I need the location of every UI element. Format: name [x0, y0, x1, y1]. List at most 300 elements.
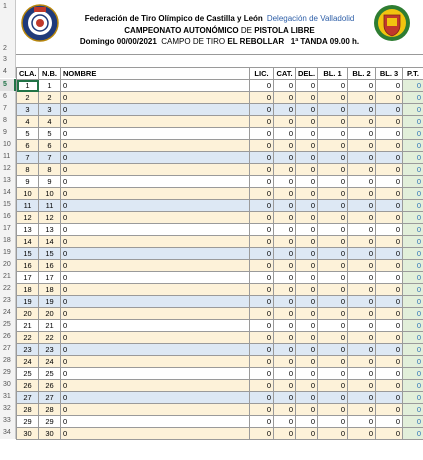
cell-del[interactable]: 0	[296, 224, 318, 236]
cell-lic[interactable]: 0	[250, 356, 274, 368]
cell-cat[interactable]: 0	[274, 260, 296, 272]
cell-cla[interactable]: 9	[17, 176, 39, 188]
cell-bl3[interactable]: 0	[376, 152, 403, 164]
row-number[interactable]: 27	[0, 343, 16, 355]
cell-cat[interactable]: 0	[274, 344, 296, 356]
cell-del[interactable]: 0	[296, 428, 318, 440]
cell-cat[interactable]: 0	[274, 116, 296, 128]
cell-del[interactable]: 0	[296, 296, 318, 308]
cell-bl3[interactable]: 0	[376, 260, 403, 272]
cell-bl3[interactable]: 0	[376, 116, 403, 128]
cell-del[interactable]: 0	[296, 416, 318, 428]
cell-nombre[interactable]: 0	[61, 392, 250, 404]
cell-cat[interactable]: 0	[274, 164, 296, 176]
cell-nombre[interactable]: 0	[61, 416, 250, 428]
col-header-nombre[interactable]: NOMBRE	[61, 68, 250, 80]
cell-bl1[interactable]: 0	[318, 224, 348, 236]
cell-bl1[interactable]: 0	[318, 392, 348, 404]
cell-bl2[interactable]: 0	[348, 344, 376, 356]
cell-lic[interactable]: 0	[250, 260, 274, 272]
cell-nb[interactable]: 9	[39, 176, 61, 188]
cell-cla[interactable]: 2	[17, 92, 39, 104]
cell-pt[interactable]: 0	[403, 272, 423, 284]
cell-del[interactable]: 0	[296, 404, 318, 416]
cell-lic[interactable]: 0	[250, 152, 274, 164]
cell-nb[interactable]: 17	[39, 272, 61, 284]
cell-bl3[interactable]: 0	[376, 332, 403, 344]
cell-nombre[interactable]: 0	[61, 284, 250, 296]
cell-pt[interactable]: 0	[403, 212, 423, 224]
cell-del[interactable]: 0	[296, 212, 318, 224]
cell-nb[interactable]: 8	[39, 164, 61, 176]
cell-nb[interactable]: 26	[39, 380, 61, 392]
cell-cat[interactable]: 0	[274, 368, 296, 380]
cell-cla[interactable]: 29	[17, 416, 39, 428]
col-header-cla[interactable]: CLA.	[17, 68, 39, 80]
cell-pt[interactable]: 0	[403, 284, 423, 296]
cell-nb[interactable]: 7	[39, 152, 61, 164]
cell-del[interactable]: 0	[296, 92, 318, 104]
cell-bl1[interactable]: 0	[318, 368, 348, 380]
cell-bl2[interactable]: 0	[348, 260, 376, 272]
cell-lic[interactable]: 0	[250, 200, 274, 212]
cell-lic[interactable]: 0	[250, 116, 274, 128]
cell-pt[interactable]: 0	[403, 416, 423, 428]
cell-bl3[interactable]: 0	[376, 272, 403, 284]
row-number[interactable]: 13	[0, 175, 16, 187]
cell-bl3[interactable]: 0	[376, 404, 403, 416]
cell-nombre[interactable]: 0	[61, 344, 250, 356]
cell-nb[interactable]: 15	[39, 248, 61, 260]
cell-cat[interactable]: 0	[274, 380, 296, 392]
cell-cat[interactable]: 0	[274, 212, 296, 224]
cell-bl1[interactable]: 0	[318, 104, 348, 116]
cell-pt[interactable]: 0	[403, 236, 423, 248]
cell-del[interactable]: 0	[296, 308, 318, 320]
cell-del[interactable]: 0	[296, 344, 318, 356]
cell-nb[interactable]: 14	[39, 236, 61, 248]
cell-bl1[interactable]: 0	[318, 260, 348, 272]
cell-bl3[interactable]: 0	[376, 368, 403, 380]
cell-cla[interactable]: 3	[17, 104, 39, 116]
cell-del[interactable]: 0	[296, 320, 318, 332]
cell-nombre[interactable]: 0	[61, 176, 250, 188]
cell-bl3[interactable]: 0	[376, 128, 403, 140]
cell-bl2[interactable]: 0	[348, 128, 376, 140]
cell-lic[interactable]: 0	[250, 380, 274, 392]
col-header-del[interactable]: DEL.	[296, 68, 318, 80]
cell-pt[interactable]: 0	[403, 152, 423, 164]
cell-pt[interactable]: 0	[403, 368, 423, 380]
cell-del[interactable]: 0	[296, 116, 318, 128]
row-number[interactable]: 14	[0, 187, 16, 199]
cell-del[interactable]: 0	[296, 272, 318, 284]
cell-nb[interactable]: 21	[39, 320, 61, 332]
cell-bl1[interactable]: 0	[318, 128, 348, 140]
cell-nombre[interactable]: 0	[61, 80, 250, 92]
cell-bl2[interactable]: 0	[348, 368, 376, 380]
cell-bl1[interactable]: 0	[318, 308, 348, 320]
cell-bl3[interactable]: 0	[376, 344, 403, 356]
col-header-nb[interactable]: N.B.	[39, 68, 61, 80]
cell-cla[interactable]: 13	[17, 224, 39, 236]
cell-bl3[interactable]: 0	[376, 392, 403, 404]
cell-bl2[interactable]: 0	[348, 152, 376, 164]
row-number[interactable]: 19	[0, 247, 16, 259]
cell-del[interactable]: 0	[296, 140, 318, 152]
row-number[interactable]: 12	[0, 163, 16, 175]
cell-nombre[interactable]: 0	[61, 368, 250, 380]
cell-pt[interactable]: 0	[403, 320, 423, 332]
cell-del[interactable]: 0	[296, 260, 318, 272]
col-header-bl1[interactable]: BL. 1	[318, 68, 348, 80]
cell-del[interactable]: 0	[296, 152, 318, 164]
cell-nb[interactable]: 3	[39, 104, 61, 116]
cell-del[interactable]: 0	[296, 104, 318, 116]
cell-lic[interactable]: 0	[250, 140, 274, 152]
cell-cla[interactable]: 19	[17, 296, 39, 308]
cell-bl2[interactable]: 0	[348, 380, 376, 392]
cell-lic[interactable]: 0	[250, 128, 274, 140]
cell-nb[interactable]: 5	[39, 128, 61, 140]
cell-cat[interactable]: 0	[274, 272, 296, 284]
row-number[interactable]: 1	[0, 0, 16, 14]
cell-bl2[interactable]: 0	[348, 320, 376, 332]
cell-lic[interactable]: 0	[250, 284, 274, 296]
cell-del[interactable]: 0	[296, 380, 318, 392]
cell-cla[interactable]: 18	[17, 284, 39, 296]
cell-nombre[interactable]: 0	[61, 128, 250, 140]
cell-bl3[interactable]: 0	[376, 104, 403, 116]
cell-cla[interactable]: 4	[17, 116, 39, 128]
cell-lic[interactable]: 0	[250, 212, 274, 224]
cell-nombre[interactable]: 0	[61, 212, 250, 224]
cell-pt[interactable]: 0	[403, 260, 423, 272]
cell-lic[interactable]: 0	[250, 320, 274, 332]
cell-bl2[interactable]: 0	[348, 140, 376, 152]
cell-nb[interactable]: 23	[39, 344, 61, 356]
cell-nombre[interactable]: 0	[61, 248, 250, 260]
cell-nb[interactable]: 12	[39, 212, 61, 224]
cell-bl1[interactable]: 0	[318, 92, 348, 104]
cell-cat[interactable]: 0	[274, 92, 296, 104]
cell-cla[interactable]: 15	[17, 248, 39, 260]
cell-del[interactable]: 0	[296, 284, 318, 296]
cell-nb[interactable]: 13	[39, 224, 61, 236]
cell-bl3[interactable]: 0	[376, 224, 403, 236]
row-number[interactable]: 16	[0, 211, 16, 223]
cell-pt[interactable]: 0	[403, 380, 423, 392]
row-number[interactable]: 31	[0, 391, 16, 403]
cell-bl1[interactable]: 0	[318, 248, 348, 260]
cell-cla[interactable]: 25	[17, 368, 39, 380]
cell-bl3[interactable]: 0	[376, 80, 403, 92]
cell-bl2[interactable]: 0	[348, 80, 376, 92]
cell-bl3[interactable]: 0	[376, 320, 403, 332]
row-number[interactable]: 32	[0, 403, 16, 415]
cell-cat[interactable]: 0	[274, 200, 296, 212]
cell-lic[interactable]: 0	[250, 272, 274, 284]
cell-bl2[interactable]: 0	[348, 248, 376, 260]
cell-nombre[interactable]: 0	[61, 380, 250, 392]
cell-pt[interactable]: 0	[403, 356, 423, 368]
cell-lic[interactable]: 0	[250, 404, 274, 416]
row-number[interactable]: 7	[0, 103, 16, 115]
cell-bl1[interactable]: 0	[318, 320, 348, 332]
cell-pt[interactable]: 0	[403, 224, 423, 236]
col-header-cat[interactable]: CAT.	[274, 68, 296, 80]
row-number[interactable]: 29	[0, 367, 16, 379]
row-number[interactable]: 20	[0, 259, 16, 271]
cell-cat[interactable]: 0	[274, 428, 296, 440]
cell-cat[interactable]: 0	[274, 140, 296, 152]
cell-bl1[interactable]: 0	[318, 428, 348, 440]
cell-bl3[interactable]: 0	[376, 308, 403, 320]
cell-nb[interactable]: 6	[39, 140, 61, 152]
cell-bl1[interactable]: 0	[318, 188, 348, 200]
cell-bl2[interactable]: 0	[348, 416, 376, 428]
cell-nombre[interactable]: 0	[61, 308, 250, 320]
cell-del[interactable]: 0	[296, 80, 318, 92]
cell-nombre[interactable]: 0	[61, 428, 250, 440]
row-number[interactable]: 10	[0, 139, 16, 151]
cell-nombre[interactable]: 0	[61, 224, 250, 236]
cell-bl2[interactable]: 0	[348, 332, 376, 344]
cell-del[interactable]: 0	[296, 368, 318, 380]
cell-nb[interactable]: 28	[39, 404, 61, 416]
cell-pt[interactable]: 0	[403, 176, 423, 188]
cell-nombre[interactable]: 0	[61, 332, 250, 344]
cell-bl1[interactable]: 0	[318, 272, 348, 284]
cell-nombre[interactable]: 0	[61, 200, 250, 212]
cell-lic[interactable]: 0	[250, 428, 274, 440]
cell-nb[interactable]: 11	[39, 200, 61, 212]
cell-cla[interactable]: 6	[17, 140, 39, 152]
cell-nombre[interactable]: 0	[61, 152, 250, 164]
cell-bl1[interactable]: 0	[318, 236, 348, 248]
row-number[interactable]: 25	[0, 319, 16, 331]
cell-bl2[interactable]: 0	[348, 212, 376, 224]
cell-nombre[interactable]: 0	[61, 296, 250, 308]
cell-bl3[interactable]: 0	[376, 416, 403, 428]
row-number[interactable]: 15	[0, 199, 16, 211]
cell-pt[interactable]: 0	[403, 392, 423, 404]
row-number[interactable]: 22	[0, 283, 16, 295]
cell-cat[interactable]: 0	[274, 128, 296, 140]
cell-bl2[interactable]: 0	[348, 404, 376, 416]
cell-pt[interactable]: 0	[403, 104, 423, 116]
cell-del[interactable]: 0	[296, 392, 318, 404]
cell-cat[interactable]: 0	[274, 308, 296, 320]
row-number[interactable]: 26	[0, 331, 16, 343]
row-number[interactable]: 28	[0, 355, 16, 367]
cell-nombre[interactable]: 0	[61, 140, 250, 152]
cell-bl1[interactable]: 0	[318, 80, 348, 92]
cell-nombre[interactable]: 0	[61, 92, 250, 104]
cell-cla[interactable]: 27	[17, 392, 39, 404]
row-number[interactable]: 11	[0, 151, 16, 163]
cell-del[interactable]: 0	[296, 332, 318, 344]
cell-cla[interactable]: 11	[17, 200, 39, 212]
cell-bl1[interactable]: 0	[318, 212, 348, 224]
cell-bl1[interactable]: 0	[318, 164, 348, 176]
cell-del[interactable]: 0	[296, 128, 318, 140]
cell-cat[interactable]: 0	[274, 356, 296, 368]
cell-cat[interactable]: 0	[274, 224, 296, 236]
cell-lic[interactable]: 0	[250, 224, 274, 236]
cell-bl1[interactable]: 0	[318, 416, 348, 428]
cell-bl3[interactable]: 0	[376, 296, 403, 308]
cell-nb[interactable]: 22	[39, 332, 61, 344]
cell-bl2[interactable]: 0	[348, 176, 376, 188]
cell-lic[interactable]: 0	[250, 368, 274, 380]
cell-cla[interactable]: 26	[17, 380, 39, 392]
row-number[interactable]: 4	[0, 66, 16, 78]
cell-cla[interactable]: 22	[17, 332, 39, 344]
cell-nombre[interactable]: 0	[61, 356, 250, 368]
cell-cat[interactable]: 0	[274, 80, 296, 92]
row-number[interactable]: 18	[0, 235, 16, 247]
cell-cat[interactable]: 0	[274, 188, 296, 200]
cell-lic[interactable]: 0	[250, 296, 274, 308]
cell-nb[interactable]: 25	[39, 368, 61, 380]
cell-pt[interactable]: 0	[403, 308, 423, 320]
cell-cla[interactable]: 30	[17, 428, 39, 440]
cell-cla[interactable]: 16	[17, 260, 39, 272]
cell-bl2[interactable]: 0	[348, 188, 376, 200]
cell-nb[interactable]: 10	[39, 188, 61, 200]
cell-cla[interactable]: 5	[17, 128, 39, 140]
cell-del[interactable]: 0	[296, 356, 318, 368]
cell-bl3[interactable]: 0	[376, 176, 403, 188]
cell-nb[interactable]: 29	[39, 416, 61, 428]
cell-nb[interactable]: 19	[39, 296, 61, 308]
cell-cla[interactable]: 24	[17, 356, 39, 368]
cell-cla[interactable]: 1	[17, 80, 39, 92]
cell-cat[interactable]: 0	[274, 176, 296, 188]
cell-bl2[interactable]: 0	[348, 308, 376, 320]
cell-pt[interactable]: 0	[403, 344, 423, 356]
cell-bl2[interactable]: 0	[348, 164, 376, 176]
cell-bl3[interactable]: 0	[376, 236, 403, 248]
row-number[interactable]: 3	[0, 54, 16, 66]
cell-bl1[interactable]: 0	[318, 356, 348, 368]
cell-bl3[interactable]: 0	[376, 428, 403, 440]
cell-lic[interactable]: 0	[250, 344, 274, 356]
cell-bl1[interactable]: 0	[318, 344, 348, 356]
cell-cla[interactable]: 20	[17, 308, 39, 320]
cell-cla[interactable]: 7	[17, 152, 39, 164]
cell-nombre[interactable]: 0	[61, 188, 250, 200]
row-number[interactable]: 5	[0, 79, 16, 91]
cell-nombre[interactable]: 0	[61, 404, 250, 416]
cell-lic[interactable]: 0	[250, 416, 274, 428]
cell-del[interactable]: 0	[296, 176, 318, 188]
cell-bl1[interactable]: 0	[318, 140, 348, 152]
cell-cla[interactable]: 21	[17, 320, 39, 332]
cell-pt[interactable]: 0	[403, 92, 423, 104]
cell-pt[interactable]: 0	[403, 188, 423, 200]
cell-bl2[interactable]: 0	[348, 236, 376, 248]
cell-lic[interactable]: 0	[250, 176, 274, 188]
cell-bl1[interactable]: 0	[318, 152, 348, 164]
cell-nombre[interactable]: 0	[61, 116, 250, 128]
cell-nb[interactable]: 2	[39, 92, 61, 104]
cell-bl2[interactable]: 0	[348, 272, 376, 284]
cell-bl3[interactable]: 0	[376, 248, 403, 260]
cell-nombre[interactable]: 0	[61, 236, 250, 248]
row-number[interactable]: 8	[0, 115, 16, 127]
cell-pt[interactable]: 0	[403, 248, 423, 260]
cell-pt[interactable]: 0	[403, 140, 423, 152]
cell-bl3[interactable]: 0	[376, 200, 403, 212]
cell-cat[interactable]: 0	[274, 332, 296, 344]
cell-bl3[interactable]: 0	[376, 284, 403, 296]
cell-bl3[interactable]: 0	[376, 140, 403, 152]
cell-cat[interactable]: 0	[274, 104, 296, 116]
cell-bl2[interactable]: 0	[348, 296, 376, 308]
cell-bl2[interactable]: 0	[348, 200, 376, 212]
cell-nb[interactable]: 20	[39, 308, 61, 320]
row-number[interactable]: 24	[0, 307, 16, 319]
cell-cla[interactable]: 8	[17, 164, 39, 176]
cell-pt[interactable]: 0	[403, 80, 423, 92]
cell-nombre[interactable]: 0	[61, 260, 250, 272]
cell-cat[interactable]: 0	[274, 152, 296, 164]
cell-nombre[interactable]: 0	[61, 164, 250, 176]
cell-del[interactable]: 0	[296, 236, 318, 248]
row-number[interactable]: 21	[0, 271, 16, 283]
cell-bl1[interactable]: 0	[318, 200, 348, 212]
cell-cat[interactable]: 0	[274, 392, 296, 404]
cell-bl2[interactable]: 0	[348, 104, 376, 116]
row-number[interactable]: 23	[0, 295, 16, 307]
cell-lic[interactable]: 0	[250, 332, 274, 344]
cell-cat[interactable]: 0	[274, 416, 296, 428]
cell-lic[interactable]: 0	[250, 164, 274, 176]
cell-pt[interactable]: 0	[403, 296, 423, 308]
cell-cat[interactable]: 0	[274, 248, 296, 260]
row-number[interactable]: 17	[0, 223, 16, 235]
cell-cat[interactable]: 0	[274, 296, 296, 308]
cell-lic[interactable]: 0	[250, 392, 274, 404]
cell-nombre[interactable]: 0	[61, 320, 250, 332]
cell-nombre[interactable]: 0	[61, 272, 250, 284]
row-number[interactable]: 6	[0, 91, 16, 103]
cell-cla[interactable]: 10	[17, 188, 39, 200]
cell-bl1[interactable]: 0	[318, 176, 348, 188]
cell-nombre[interactable]: 0	[61, 104, 250, 116]
cell-lic[interactable]: 0	[250, 80, 274, 92]
cell-nb[interactable]: 4	[39, 116, 61, 128]
cell-pt[interactable]: 0	[403, 428, 423, 440]
cell-cla[interactable]: 17	[17, 272, 39, 284]
cell-cat[interactable]: 0	[274, 284, 296, 296]
cell-bl1[interactable]: 0	[318, 404, 348, 416]
row-number[interactable]: 34	[0, 427, 16, 439]
cell-pt[interactable]: 0	[403, 200, 423, 212]
cell-bl2[interactable]: 0	[348, 428, 376, 440]
cell-del[interactable]: 0	[296, 248, 318, 260]
col-header-bl3[interactable]: BL. 3	[376, 68, 403, 80]
cell-del[interactable]: 0	[296, 200, 318, 212]
cell-bl3[interactable]: 0	[376, 356, 403, 368]
cell-cat[interactable]: 0	[274, 236, 296, 248]
cell-cat[interactable]: 0	[274, 404, 296, 416]
cell-bl3[interactable]: 0	[376, 92, 403, 104]
cell-bl1[interactable]: 0	[318, 116, 348, 128]
col-header-bl2[interactable]: BL. 2	[348, 68, 376, 80]
